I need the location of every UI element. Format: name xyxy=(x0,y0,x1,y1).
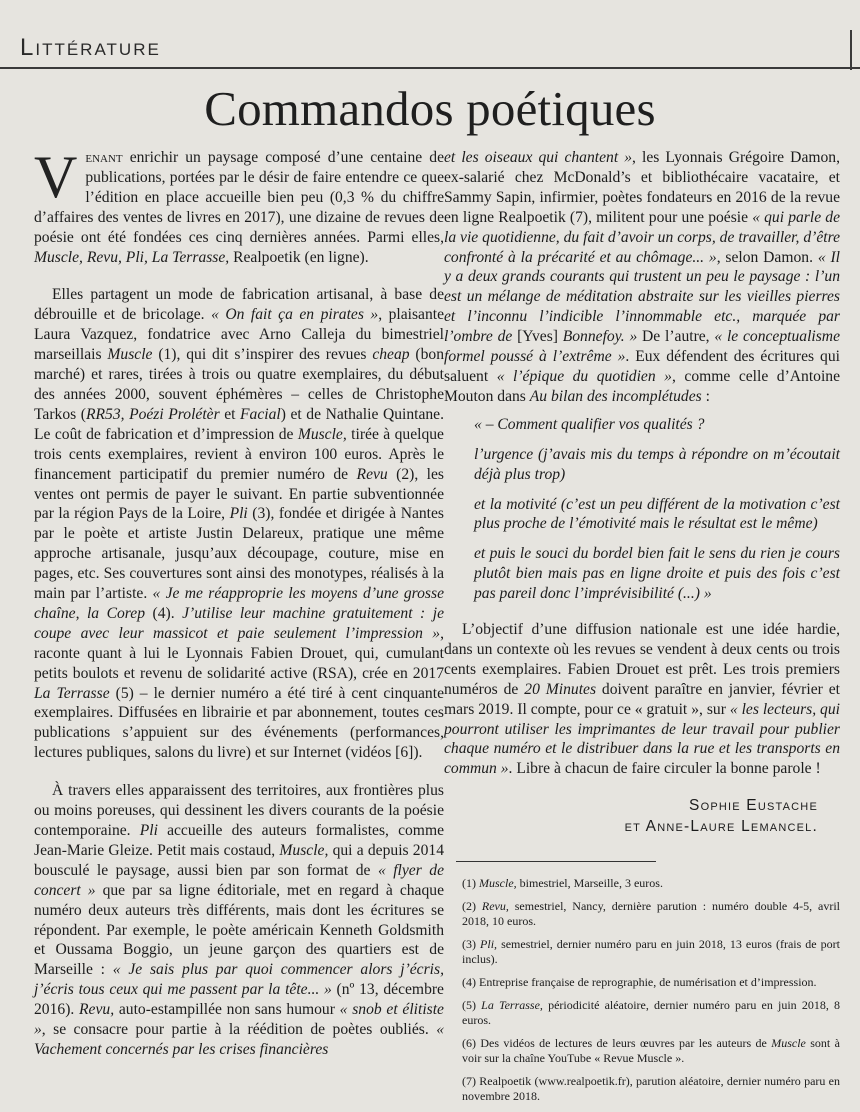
quote-italic: « On fait ça en pirates » xyxy=(211,306,379,324)
poem-line: et puis le souci du bordel bien fait le sens du rien je cours plutôt bien mais pas en ligne droite et puis des fois c’est pas pareil donc l’imprévisibilité (...) » xyxy=(474,545,840,603)
dropcap: V xyxy=(34,144,78,210)
right-column xyxy=(444,148,840,1112)
text-run: auto-estampillée non sans humour xyxy=(114,1001,340,1019)
quote-italic: « snob et élitiste » xyxy=(34,1001,444,1039)
quote-italic: « flyer de concert » xyxy=(34,861,444,899)
text-run: (5) – le dernier numéro a été tiré à cent cinquante exemplaires. Diffusées en librairie et par abonnement, toutes ces publications s’appuient sur des événements (performances, lectures publiques, salons du livre) et sur Internet (vidéos [6]). xyxy=(34,684,444,762)
quote-italic: Revu xyxy=(356,465,388,483)
lead-smallcaps: enant xyxy=(85,149,123,166)
text-run: , se consacre pour partie à la réédition de poètes oubliés. xyxy=(41,1021,437,1039)
text-run: (1), qui dit s’inspirer des revues xyxy=(152,346,373,364)
quote-italic: Muscle xyxy=(107,346,153,364)
text-run: (5) xyxy=(462,998,482,1013)
text-run: ) et de Nathalie Quintane. Le coût de fabrication et d’impression de xyxy=(34,405,445,443)
text-run: semestriel, Nancy, dernière parution : numéro double 4-5, avril 2018, 10 euros. xyxy=(462,899,840,929)
quote-italic: Au bilan des incomplétudes xyxy=(529,387,702,405)
footnotes-rule xyxy=(456,861,656,862)
quote-italic: « qui parle de la vie quotidienne, du fait d’avoir un corps, de travailler, d’être confronté à la précarité et au chômage... » xyxy=(444,208,840,266)
paragraph xyxy=(34,781,444,1060)
quote-italic: Muscle, xyxy=(279,841,329,859)
quote-italic: Pli xyxy=(229,505,248,523)
quote-italic: Muscle, xyxy=(297,425,347,443)
quote-italic: « Vachement concernés par les crises financières xyxy=(34,1021,444,1058)
quote-italic: « Il y a deux grands courants qui trustent un peu le paysage : l’un est un mélange de méditation abstraite sur les vieilles pierres et l’inconnu l’indicible l’innommable etc., marquée par l’ombre de xyxy=(444,248,840,346)
quote-italic: Pli xyxy=(139,822,158,839)
text-run: (1) xyxy=(462,876,479,891)
footnote xyxy=(462,1036,840,1066)
poem-line: « – Comment qualifier vos qualités ? xyxy=(474,415,705,433)
quote-italic: « le conceptualisme formel poussé à l’extrême » xyxy=(444,328,840,366)
text-run: et xyxy=(219,405,241,423)
footnote xyxy=(462,1074,840,1104)
text-run: que par sa ligne éditoriale, met en regard à chaque numéro deux auteurs très différents, mais dont les écritures se répondent. Par exemple, le poète américain Kenneth Goldsmith et Oussama Boggio, un jeune garçon des quartiers est de Marseille : xyxy=(34,881,444,979)
paragraph xyxy=(34,285,444,763)
byline-author-1: Sophie Eustache xyxy=(689,797,818,815)
quote-italic: Muscle xyxy=(771,1036,806,1051)
section-rule xyxy=(0,67,860,69)
quote-italic: Bonnefoy. » xyxy=(562,328,638,346)
quote-italic: Pli, xyxy=(480,937,498,952)
byline-author-2: et Anne-Laure Lemancel. xyxy=(624,818,818,836)
text-run: (4) Entreprise française de reprographie, de numérisation et d’impression. xyxy=(462,975,817,990)
poem-line: l’urgence (j’avais mis du temps à répondre on m’écoutait déjà plus trop) xyxy=(474,445,840,483)
footnote xyxy=(462,899,840,929)
text-run: . Libre à chacun de faire circuler la bonne parole ! xyxy=(508,760,821,778)
text-run: doivent paraître en janvier, février et mars 2019. Il compte, pour ce « gratuit », sur xyxy=(444,680,840,718)
quote-italic: J’utilise leur machine gratuitement : je coupe avec leur massicot et paie seulement l’impression » xyxy=(34,604,445,642)
text-run: . Eux défendent des écritures qui saluent xyxy=(444,348,840,385)
text-run: , les Lyonnais Grégoire Damon, ex-salarié chez McDonald’s et bibliothécaire vacataire, et Sammy Sapin, infirmier, poètes fondateurs en 2016 de la revue en ligne Realpoetik (7), militent pour une poésie xyxy=(444,149,840,226)
quote-italic: La Terrasse xyxy=(34,684,110,702)
text-run: qui a depuis 2014 bousculé le paysage, aussi bien par son format de xyxy=(34,841,444,879)
text-run: De l’autre, xyxy=(637,328,715,346)
text-run: tirée à quelque trois cents exemplaires, revient à environ 100 euros. Après le financement participatif du premier numéro de xyxy=(34,425,444,483)
text-run: , comme celle d’Antoine Mouton dans xyxy=(444,367,841,405)
quote-italic: Revu, xyxy=(79,1001,115,1019)
footnotes xyxy=(444,876,840,1104)
poem-line: et la motivité (c’est un peu différent de la motivation c’est plus proche de l’émotivité mais le résultat est le même) xyxy=(474,495,840,533)
footnote xyxy=(462,998,840,1028)
text-run: [Yves] xyxy=(512,328,563,346)
left-column xyxy=(34,144,445,1060)
section-rubric: Littérature xyxy=(20,34,161,61)
footnote xyxy=(462,876,840,891)
paragraph xyxy=(444,148,840,407)
quote-italic: cheap xyxy=(372,346,410,364)
quote-italic: 20 Minutes xyxy=(524,680,597,698)
quote-italic: Facial xyxy=(240,405,281,423)
article-title: Commandos poétiques xyxy=(204,81,656,136)
text-run: (6) Des vidéos de lectures de leurs œuvres par les auteurs de xyxy=(462,1036,772,1051)
text-run: , raconte quant à lui le Lyonnais Fabien Drouet, qui, cumulant petits boulots et revenu de solidarité active (RSA), crée en 2017 xyxy=(34,624,444,682)
quote-italic: La Terrasse, xyxy=(481,998,543,1013)
text-run: périodicité aléatoire, dernier numéro paru en juin 2018, 8 euros. xyxy=(462,998,840,1028)
quote-italic: « Je sais plus par quoi commencer alors j’écris, j’écris tous ceux qui me passent par la tête... » xyxy=(34,961,444,999)
text-run: À travers elles apparaissent des territoires, aux frontières plus ou moins poreuses, qui dessinent les divers courants de la poésie contemporaine. xyxy=(34,782,444,839)
text-run: (7) Realpoetik (www.realpoetik.fr), parution aléatoire, dernier numéro paru en novembre 2018. xyxy=(462,1074,840,1104)
footnote xyxy=(462,937,840,967)
text-run: (4). xyxy=(145,604,183,622)
text-run: (2), les ventes ont permis de payer le suivant. En partie subventionnée par la région Pays de la Loire, xyxy=(34,465,445,523)
poem-quote xyxy=(444,415,840,604)
lead-review-titles: Muscle, Revu, Pli, La Terrasse, xyxy=(34,248,230,266)
quote-italic: « Je me réapproprie les moyens d’une grosse chaîne, la Corep xyxy=(34,585,444,622)
footnote xyxy=(462,975,840,990)
paragraph-lead xyxy=(34,144,444,267)
text-run: (2) xyxy=(462,899,482,914)
section-rule-corner xyxy=(850,30,852,70)
text-run: bimestriel, Marseille, 3 euros. xyxy=(516,876,663,891)
quote-italic: Muscle, xyxy=(479,876,517,891)
quote-italic: RR53, Poézi Prolétèr xyxy=(85,405,220,423)
paragraph xyxy=(444,620,840,779)
text-run: L’objectif d’une diffusion nationale est une idée hardie, dans un contexte où les revues se vendent à deux cents ou trois cents exemplaires. Fabien Drouet est prêt. Les trois premiers numéros de xyxy=(444,621,840,698)
text-run: (bon marché) et rares, tirées à trois ou quatre exemplaires, du début des années 2000, souvent éphémères – celles de Christophe Tarkos ( xyxy=(34,346,445,423)
text-run: (3), fondée et dirigée à Nantes par le poète et artiste Justin Delareux, pratique une même approche artisanale, jusqu’aux découpage, couture, mise en pages, etc. Ses couvertures sont ainsi des monotypes, réalisés à la main par l’artiste. xyxy=(34,505,445,603)
text-run: accueille des auteurs formalistes, comme Jean-Marie Gleize. Petit mais costaud, xyxy=(34,822,444,859)
text-run: : xyxy=(701,387,710,405)
byline xyxy=(444,795,840,837)
text-run: semestriel, dernier numéro paru en juin 2018, 13 euros (frais de port inclus). xyxy=(462,937,840,967)
text-run: (3) xyxy=(462,937,481,952)
text-run: , selon Damon. xyxy=(716,248,818,266)
quote-italic: Revu, xyxy=(481,899,509,914)
lead-text: enrichir un paysage composé d’une centaine de publications, portées par le désir de faire entendre ce que l’édition en place accueille bien peu (0,3 % du chiffre d’affaires des ventes de livres en 2017), une dizaine de revues de poésie ont été fondées ces cinq dernières années. Parmi elles, xyxy=(34,149,444,246)
quote-italic: et les oiseaux qui chantent » xyxy=(444,149,633,166)
lead-tail: Realpoetik (en ligne). xyxy=(229,248,369,266)
text-run: (nº 13, décembre 2016). xyxy=(34,981,444,1019)
quote-italic: « les lecteurs, qui pourront utiliser les imprimantes de leur travail pour publier chaque numéro et le distribuer dans la rue et les transports en commun » xyxy=(444,700,840,778)
text-run: Elles partagent un mode de fabrication artisanal, à base de débrouille et de bricolage. xyxy=(34,286,444,324)
quote-italic: « l’épique du quotidien » xyxy=(496,367,672,385)
text-run: , plaisante Laura Vazquez, fondatrice avec Arno Calleja du bimestriel marseillais xyxy=(34,306,444,364)
text-run: sont à voir sur la chaîne YouTube « Revue Muscle ». xyxy=(462,1036,840,1066)
